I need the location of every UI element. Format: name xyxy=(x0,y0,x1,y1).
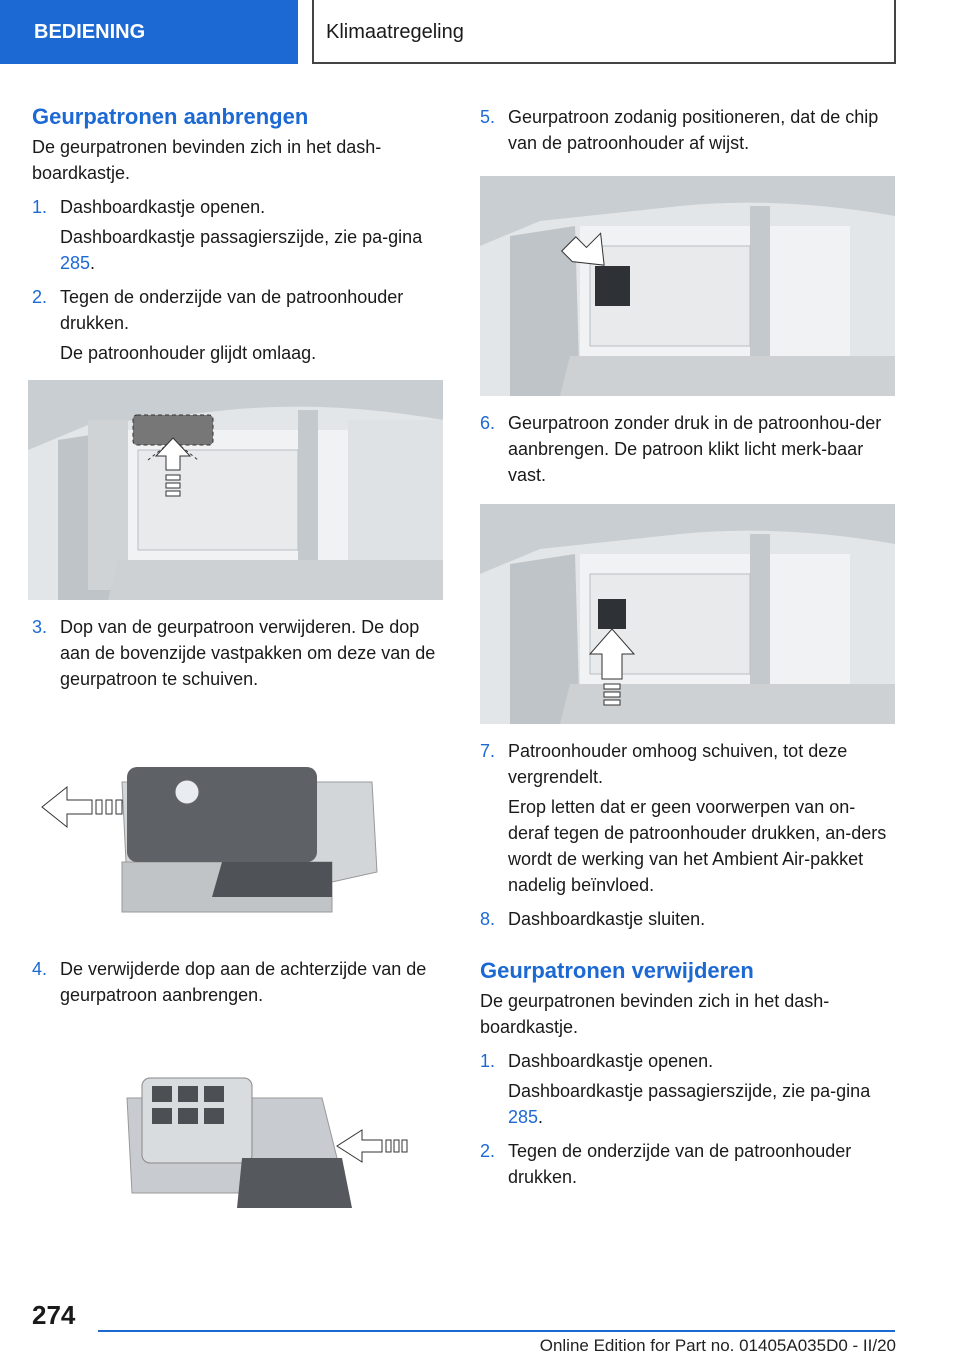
page-link[interactable]: 285 xyxy=(60,253,91,273)
step-7 xyxy=(480,738,895,790)
step-text: Tegen de onderzijde van de patroonhouder drukken. xyxy=(60,287,404,333)
step-1 xyxy=(32,194,447,220)
step-text: Dashboardkastje sluiten. xyxy=(508,909,706,929)
step-number: 3. xyxy=(32,617,48,637)
step-text: Dashboardkastje openen. xyxy=(508,1051,714,1071)
intro-text: De geurpatronen bevinden zich in het dash-boardkastje. xyxy=(32,137,382,183)
step-number: 6. xyxy=(480,413,496,433)
step-number: 2. xyxy=(480,1141,496,1161)
note-text-end: . xyxy=(90,253,96,273)
step-7-note: Erop letten dat er geen voorwerpen van on-deraf tegen de patroonhouder drukken, an-ders wordt de werking van het Ambient Air-pakket nadelig beïnvloed. xyxy=(508,797,887,895)
step-number: 1. xyxy=(480,1051,496,1071)
page-number: 274 xyxy=(32,1300,76,1330)
intro-text-remove: De geurpatronen bevinden zich in het dash-boardkastje. xyxy=(480,991,830,1037)
step-text: Tegen de onderzijde van de patroonhouder drukken. xyxy=(508,1141,852,1187)
step-5 xyxy=(480,104,895,156)
step-text: Dop van de geurpatroon verwijderen. De dop aan de bovenzijde vastpakken om deze van de geurpatroon te schuiven. xyxy=(60,617,436,689)
right-column xyxy=(480,100,895,1190)
page-link[interactable]: 285 xyxy=(508,1107,539,1127)
step-8 xyxy=(480,906,895,932)
step-number: 7. xyxy=(480,741,496,761)
step-number: 1. xyxy=(32,197,48,217)
step-number: 2. xyxy=(32,287,48,307)
note-text: Dashboardkastje passagierszijde, zie pa-gina xyxy=(508,1081,871,1101)
step-number: 5. xyxy=(480,107,496,127)
cartridge-cap-figure xyxy=(32,722,447,942)
footer-divider xyxy=(98,1330,895,1332)
step-2 xyxy=(32,284,447,336)
step-4 xyxy=(32,956,447,1008)
section-heading-remove: Geurpatronen verwijderen xyxy=(480,958,754,983)
step-text: Geurpatroon zonder druk in de patroonhou-der aanbrengen. De patroon klikt licht merk-baar vast. xyxy=(508,413,882,485)
step-number: 4. xyxy=(32,959,48,979)
cartridge-insert-figure xyxy=(480,504,895,724)
remove-step-1 xyxy=(480,1048,895,1074)
edition-text: Online Edition for Part no. 01405A035D0 - II/20 xyxy=(539,1336,896,1355)
chapter-title: Klimaatregeling xyxy=(312,0,896,64)
step-3 xyxy=(32,614,447,692)
step-2-note: De patroonhouder glijdt omlaag. xyxy=(60,343,317,363)
left-column xyxy=(32,100,447,1242)
step-number: 8. xyxy=(480,909,496,929)
cartridge-position-figure xyxy=(480,176,895,396)
step-text: De verwijderde dop aan de achterzijde van de geurpatroon aanbrengen. xyxy=(60,959,427,1005)
note-text: Dashboardkastje passagierszijde, zie pa-gina xyxy=(60,227,423,247)
step-text: Dashboardkastje openen. xyxy=(60,197,266,217)
remove-step-1-note xyxy=(480,1078,895,1130)
step-text: Geurpatroon zodanig positioneren, dat de chip van de patroonhouder af wijst. xyxy=(508,107,879,153)
step-1-note xyxy=(32,224,447,276)
note-text-end: . xyxy=(538,1107,544,1127)
section-heading: Geurpatronen aanbrengen xyxy=(32,104,309,129)
section-tab[interactable]: BEDIENING xyxy=(0,0,298,64)
remove-step-2 xyxy=(480,1138,895,1190)
glovebox-figure-push xyxy=(28,380,443,600)
step-text: Patroonhouder omhoog schuiven, tot deze vergrendelt. xyxy=(508,741,848,787)
cartridge-back-figure xyxy=(32,1048,447,1228)
step-6 xyxy=(480,410,895,488)
